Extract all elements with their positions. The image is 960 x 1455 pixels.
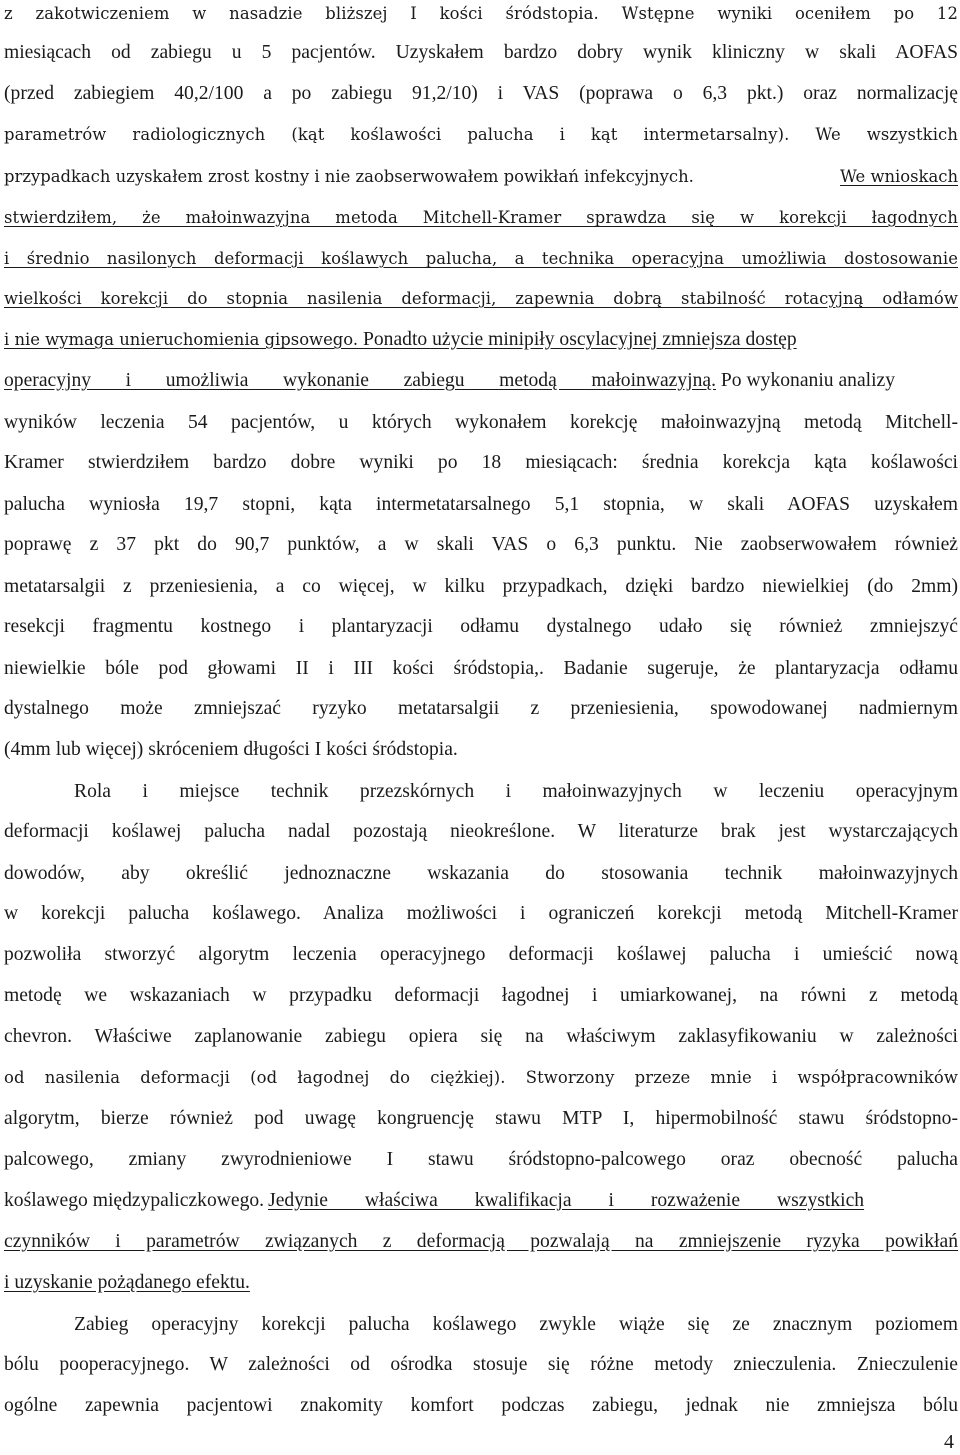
underlined-text-segment: i nie wymaga unieruchomienia gipsowego.	[4, 330, 359, 349]
underlined-text-segment: operacyjny i umożliwia wykonanie zabiegu metodą małoinwazyjną.	[4, 370, 716, 391]
underlined-text-segment: We wnioskach	[840, 167, 958, 186]
text-line: palcowego, zmiany zwyrodnieniowe I stawu śródstopno-palcowego oraz obecność palucha	[4, 1149, 958, 1170]
text-line: chevron. Właściwe zaplanowanie zabiegu opiera się na właściwym zaklasyfikowaniu w zależności	[4, 1026, 958, 1047]
text-line	[4, 162, 958, 192]
text-line: pozwoliła stworzyć algorytm leczenia operacyjnego deformacji koślawej palucha i umieścić nową	[4, 944, 958, 965]
text-line: z zakotwiczeniem w nasadzie bliższej I kości śródstopia. Wstępne wyniki oceniłem po 12	[4, 4, 958, 23]
text-line: dystalnego może zmniejszać ryzyko metatarsalgii z przeniesienia, spowodowanej nadmiernym	[4, 698, 958, 719]
paragraph-first-line: Rola i miejsce technik przezskórnych i małoinwazyjnych w leczeniu operacyjnym	[74, 781, 958, 802]
underlined-text-line: i średnio nasilonych deformacji koślawych palucha, a technika operacyjna umożliwia dostosowanie	[4, 249, 958, 268]
text-line: wyników leczenia 54 pacjentów, u których wykonałem korekcję małoinwazyjną metodą Mitchell-	[4, 412, 958, 433]
text-line: bólu pooperacyjnego. W zależności od ośrodka stosuje się różne metody znieczulenia. Znieczulenie	[4, 1354, 958, 1375]
underlined-text-segment: Jedynie właściwa kwalifikacja i rozważenie wszystkich	[268, 1190, 865, 1211]
underlined-text-line: i uzyskanie pożądanego efektu.	[4, 1272, 250, 1293]
text-line: resekcji fragmentu kostnego i plantaryzacji odłamu dystalnego udało się również zmniejszyć	[4, 616, 958, 637]
underlined-text-line: stwierdziłem, że małoinwazyjna metoda Mitchell-Kramer sprawdza się w korekcji łagodnych	[4, 208, 958, 227]
text-line: (przed zabiegiem 40,2/100 a po zabiegu 91,2/10) i VAS (poprawa o 6,3 pkt.) oraz normalizację	[4, 83, 958, 104]
underlined-text-line: wielkości korekcji do stopnia nasilenia deformacji, zapewnia dobrą stabilność rotacyjną odłamów	[4, 289, 958, 308]
text-segment: koślawego międzypaliczkowego.	[4, 1190, 265, 1211]
text-line: dowodów, aby określić jednoznaczne wskazania do stosowania technik małoinwazyjnych	[4, 863, 958, 884]
text-line: od nasilenia deformacji (od łagodnej do ciężkiej). Stworzony przeze mnie i współpracowników	[4, 1068, 958, 1087]
text-line: metodę we wskazaniach w przypadku deformacji łagodnej i umiarkowanej, na równi z metodą	[4, 985, 958, 1006]
text-line: miesiącach od zabiegu u 5 pacjentów. Uzyskałem bardzo dobry wynik kliniczny w skali AOFAS	[4, 42, 958, 63]
underlined-text-segment: Ponadto użycie minipiły oscylacyjnej zmniejsza dostęp	[358, 329, 797, 350]
text-line: Kramer stwierdziłem bardzo dobre wyniki po 18 miesiącach: średnia korekcja kąta koślawości	[4, 452, 958, 473]
text-segment: przypadkach uzyskałem zrost kostny i nie zaobserwowałem powikłań infekcyjnych.	[4, 167, 694, 186]
text-line	[4, 1186, 958, 1216]
text-line: niewielkie bóle pod głowami II i III kości śródstopia,. Badanie sugeruje, że plantaryzacja odłamu	[4, 658, 958, 679]
text-line: w korekcji palucha koślawego. Analiza możliwości i ograniczeń korekcji metodą Mitchell-Kramer	[4, 903, 958, 924]
text-line: ogólne zapewnia pacjentowi znakomity komfort podczas zabiegu, jednak nie zmniejsza bólu	[4, 1395, 958, 1416]
text-segment: Po wykonaniu analizy	[716, 370, 896, 391]
text-line: poprawę z 37 pkt do 90,7 punktów, a w skali VAS o 6,3 punktu. Nie zaobserwowałem również	[4, 534, 958, 555]
underlined-text-line: czynników i parametrów związanych z deformacją pozwalają na zmniejszenie ryzyka powikłań	[4, 1231, 958, 1252]
text-line: algorytm, bierze również pod uwagę kongruencję stawu MTP I, hipermobilność stawu śródstopno-	[4, 1108, 958, 1129]
page-number: 4	[944, 1431, 954, 1453]
text-line	[4, 325, 958, 355]
paragraph-first-line: Zabieg operacyjny korekcji palucha koślawego zwykle wiąże się ze znacznym poziomem	[74, 1314, 958, 1335]
text-line: parametrów radiologicznych (kąt koślawości palucha i kąt intermetarsalny). We wszystkich	[4, 125, 958, 144]
text-line: deformacji koślawej palucha nadal pozostają nieokreślone. W literaturze brak jest wystarczających	[4, 821, 958, 842]
text-line: metatarsalgii z przeniesienia, a co więcej, w kilku przypadkach, dzięki bardzo niewielkiej (do 2mm)	[4, 576, 958, 597]
text-line	[4, 366, 958, 396]
text-line: palucha wyniosła 19,7 stopni, kąta intermetatarsalnego 5,1 stopnia, w skali AOFAS uzyskałem	[4, 494, 958, 515]
text-line: (4mm lub więcej) skróceniem długości I kości śródstopia.	[4, 739, 458, 760]
